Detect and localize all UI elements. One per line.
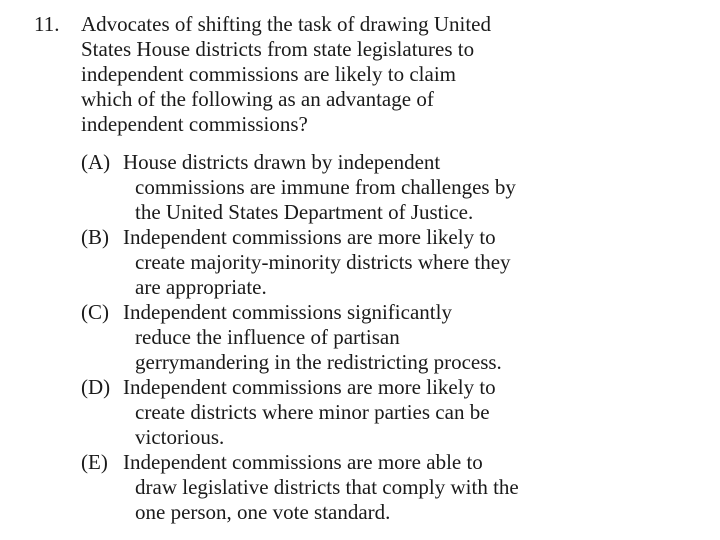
choice-continuation: reduce the influence of partisan gerrymandering in the redistricting process.	[135, 325, 502, 374]
choice-first-line: Independent commissions are more likely to	[123, 375, 496, 399]
choice-continuation: create majority-minority districts where they are appropriate.	[135, 250, 511, 299]
choice-continuation: create districts where minor parties can be victorious.	[135, 400, 490, 449]
choice-first-line: Independent commissions are more able to	[123, 450, 483, 474]
choice-c	[81, 300, 551, 375]
choice-text	[123, 450, 528, 525]
choice-first-line: House districts drawn by independent	[123, 150, 441, 174]
choice-first-line: Independent commissions significantly	[123, 300, 452, 324]
choice-letter: (D)	[81, 375, 111, 399]
question-row	[34, 12, 694, 137]
choice-b	[81, 225, 551, 300]
choice-letter: (C)	[81, 300, 109, 324]
choice-letter: (E)	[81, 450, 108, 474]
choice-text	[123, 150, 528, 225]
choice-e	[81, 450, 551, 525]
choice-letter: (B)	[81, 225, 109, 249]
choice-text	[123, 225, 528, 300]
answer-choices	[81, 150, 551, 525]
question-number: 11.	[34, 12, 60, 36]
choice-a	[81, 150, 551, 225]
choice-first-line: Independent commissions are more likely to	[123, 225, 496, 249]
question-block	[34, 12, 694, 137]
choice-text	[123, 375, 528, 450]
choice-letter: (A)	[81, 150, 111, 174]
choice-continuation: draw legislative districts that comply with the one person, one vote standard.	[135, 475, 519, 524]
choice-continuation: commissions are immune from challenges by the United States Department of Justice.	[135, 175, 516, 224]
choice-d	[81, 375, 551, 450]
choice-text	[123, 300, 528, 375]
question-stem: Advocates of shifting the task of drawing United States House districts from state legislatures to independent commissions are likely to claim which of the following as an advantage of independent commissions?	[81, 12, 491, 136]
